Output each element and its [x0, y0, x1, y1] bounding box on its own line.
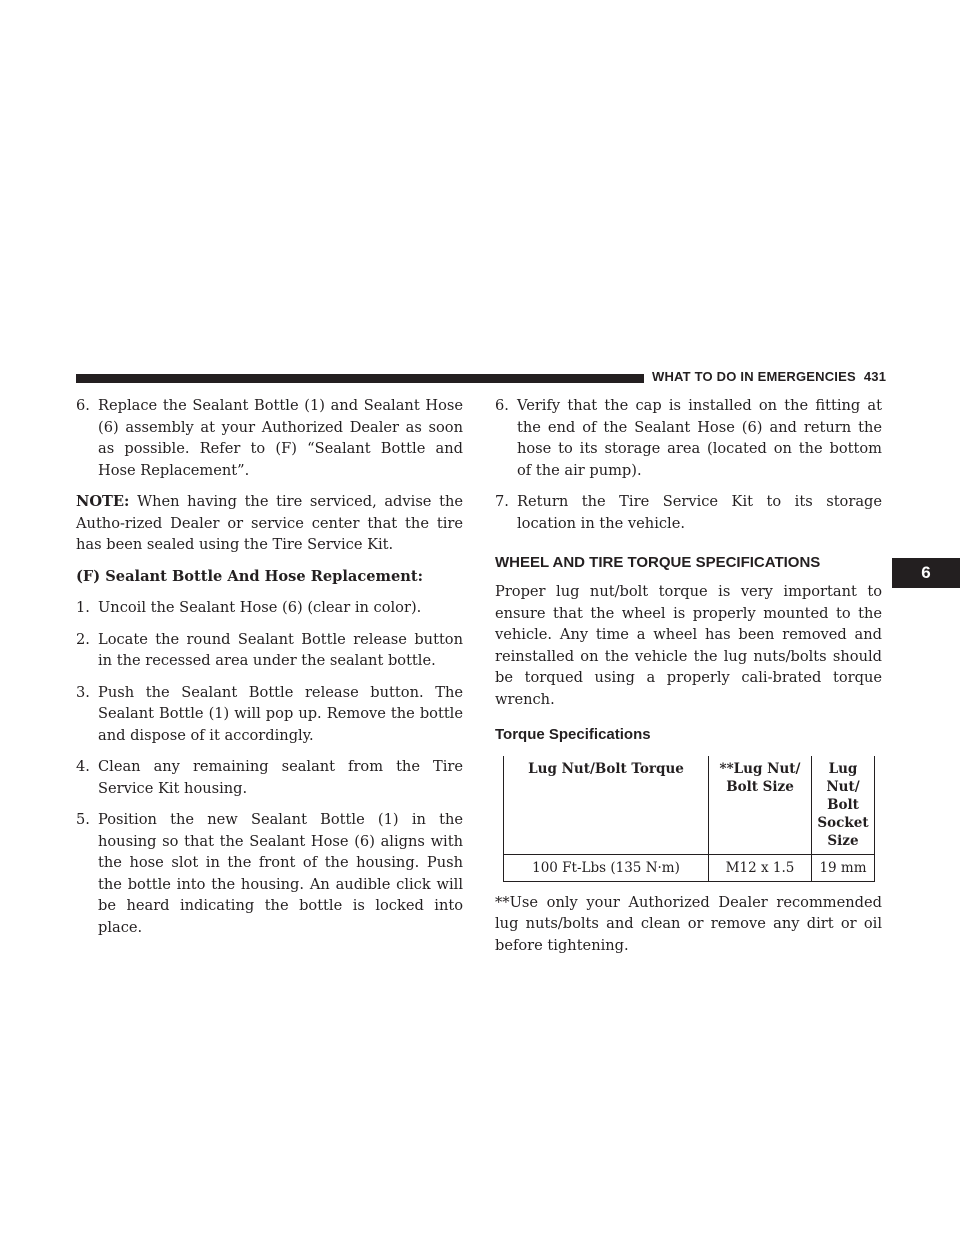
- note-text: When having the tire serviced, advise the Autho-rized Dealer or service center that the tire has been sealed using the Tire Service Kit.: [76, 493, 463, 553]
- item-number: 6.: [76, 397, 90, 414]
- list-item: [76, 682, 463, 747]
- subsection-heading: Torque Specifications: [495, 726, 651, 743]
- item-number: 5.: [76, 811, 90, 828]
- list-item: [495, 491, 882, 534]
- item-number: 6.: [495, 397, 509, 414]
- section-paragraph: Proper lug nut/bolt torque is very important to ensure that the wheel is properly mounted to the vehicle. Any time a wheel has been removed and reinstalled on the vehicle the lug nuts/bolts should be torqued using a properly cali-brated torque wrench.: [495, 583, 882, 708]
- item-text: Replace the Sealant Bottle (1) and Sealant Hose (6) assembly at your Authorized Dealer as soon as possible. Refer to (F) “Sealant Bottle and Hose Replacement”.: [98, 397, 463, 479]
- item-number: 3.: [76, 683, 90, 701]
- running-header: [652, 369, 886, 384]
- item-text: Locate the round Sealant Bottle release button in the recessed area under the sealant bottle.: [98, 630, 463, 669]
- list-item: [76, 809, 463, 938]
- section-title: WHAT TO DO IN EMERGENCIES: [652, 369, 856, 384]
- header-rule: [76, 374, 644, 383]
- page-number: 431: [863, 369, 887, 384]
- table-cell: M12 x 1.5: [709, 854, 812, 881]
- list-item: [76, 395, 463, 481]
- item-text: Clean any remaining sealant from the Tire Service Kit housing.: [98, 758, 463, 797]
- left-column: [76, 395, 463, 948]
- right-column: [495, 395, 882, 966]
- item-text: Push the Sealant Bottle release button. The Sealant Bottle (1) will pop up. Remove the bottle and dispose of it accordingly.: [98, 683, 463, 744]
- item-number: 4.: [76, 758, 90, 775]
- item-number: 7.: [495, 493, 509, 510]
- note-label: NOTE:: [76, 493, 130, 510]
- item-number: 2.: [76, 630, 90, 648]
- item-text: Uncoil the Sealant Hose (6) (clear in color).: [98, 599, 422, 616]
- table-header-row: [504, 756, 875, 855]
- column-header: Lug Nut/ Bolt Socket Size: [817, 760, 869, 849]
- torque-table: [503, 756, 875, 882]
- footnote: **Use only your Authorized Dealer recommended lug nuts/bolts and clean or remove any dirt or oil before tightening.: [495, 893, 882, 954]
- table-cell: 19 mm: [812, 854, 875, 881]
- list-item: [76, 597, 463, 619]
- item-number: 1.: [76, 599, 90, 616]
- section-heading: WHEEL AND TIRE TORQUE SPECIFICATIONS: [495, 554, 821, 571]
- item-text: Verify that the cap is installed on the fitting at the end of the Sealant Hose (6) and return the hose to its storage area (located on the bottom of the air pump).: [517, 397, 882, 479]
- list-item: [495, 395, 882, 481]
- item-text: Return the Tire Service Kit to its storage location in the vehicle.: [517, 493, 882, 532]
- chapter-tab[interactable]: 6: [892, 558, 960, 588]
- column-header: Lug Nut/Bolt Torque: [504, 756, 709, 855]
- column-header: **Lug Nut/ Bolt Size: [709, 756, 812, 855]
- note-paragraph: [76, 491, 463, 556]
- list-item: [76, 756, 463, 799]
- list-item: [76, 629, 463, 672]
- procedure-heading: (F) Sealant Bottle And Hose Replacement:: [76, 567, 424, 585]
- table-cell: 100 Ft-Lbs (135 N·m): [504, 854, 709, 881]
- item-text: Position the new Sealant Bottle (1) in the housing so that the Sealant Hose (6) aligns with the hose slot in the front of the housing. Push the bottle into the housing. An audible click will be heard indicating the bottle is locked into place.: [98, 811, 463, 936]
- table-row: [504, 854, 875, 881]
